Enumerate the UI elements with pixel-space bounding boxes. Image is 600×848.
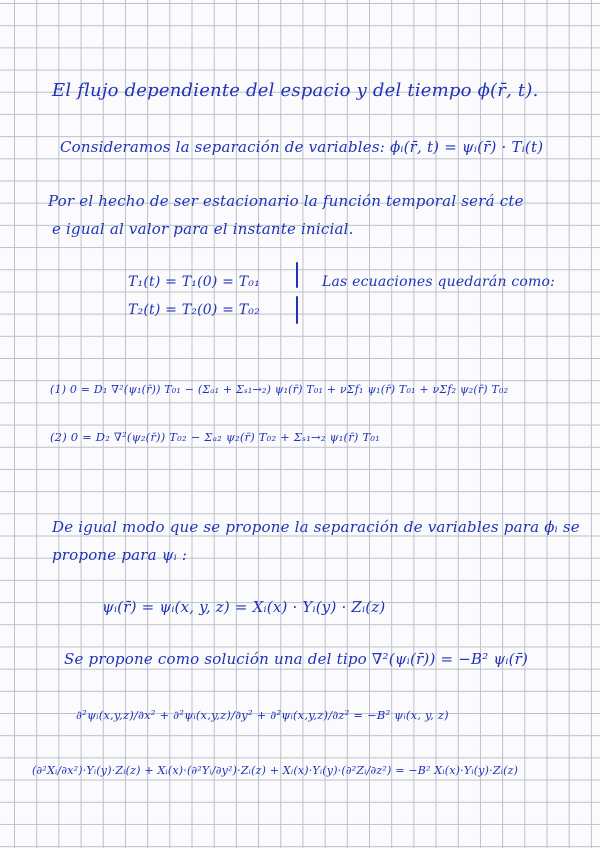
divider-bar-upper: [296, 262, 298, 288]
equations-intro-line: Las ecuaciones quedarán como:: [322, 274, 556, 290]
equation-2: (2) 0 = D₂ ∇²(ψ₂(r̄)) T₀₂ − Σₐ₂ ψ₂(r̄) T₀₂ + Σₛ₁→₂ ψ₁(r̄) T₀₁: [50, 430, 380, 444]
initial-value-line: e igual al valor para el instante inicial.: [52, 220, 354, 238]
equation-1: (1) 0 = D₁ ∇²(ψ₁(r̄)) T₀₁ − (Σₐ₁ + Σₛ₁→₂) ψ₁(r̄) T₀₁ + νΣf₁ ψ₁(r̄) T₀₁ + νΣf₂ ψ₂(r̄) T₀₂: [50, 383, 509, 396]
t2-equation: T₂(t) = T₂(0) = T₀₂: [128, 302, 260, 318]
likewise-line: De igual modo que se propone la separación de variables para ϕᵢ se: [52, 518, 580, 536]
t1-equation: T₁(t) = T₁(0) = T₀₁: [128, 274, 260, 290]
propose-psi-line: propone para ψᵢ :: [52, 546, 188, 564]
proposed-solution-line: Se propone como solución una del tipo ∇²(ψᵢ(r̄)) = −B² ψᵢ(r̄): [64, 650, 529, 668]
separation-variables-line: Consideramos la separación de variables: ϕᵢ(r̄, t) = ψᵢ(r̄) · Tᵢ(t): [60, 138, 544, 156]
psi-separation-equation: ψᵢ(r̄) = ψᵢ(x, y, z) = Xᵢ(x) · Yᵢ(y) · Zᵢ(z): [102, 598, 386, 616]
title-line: El flujo dependiente del espacio y del tiempo ϕ(r̄, t).: [52, 80, 539, 101]
divider-bar-lower: [296, 296, 298, 324]
laplacian-expansion-equation: ∂²ψᵢ(x,y,z)/∂x² + ∂²ψᵢ(x,y,z)/∂y² + ∂²ψᵢ(x,y,z)/∂z² = −B² ψᵢ(x, y, z): [76, 708, 449, 722]
separated-laplacian-equation: (∂²Xᵢ/∂x²)·Yᵢ(y)·Zᵢ(z) + Xᵢ(x)·(∂²Yᵢ/∂y²)·Zᵢ(z) + Xᵢ(x)·Yᵢ(y)·(∂²Zᵢ/∂z²) = −B² Xᵢ(x)·Yᵢ(y)·Zᵢ(z): [32, 764, 519, 777]
stationary-statement-line: Por el hecho de ser estacionario la función temporal será cte: [48, 192, 524, 210]
